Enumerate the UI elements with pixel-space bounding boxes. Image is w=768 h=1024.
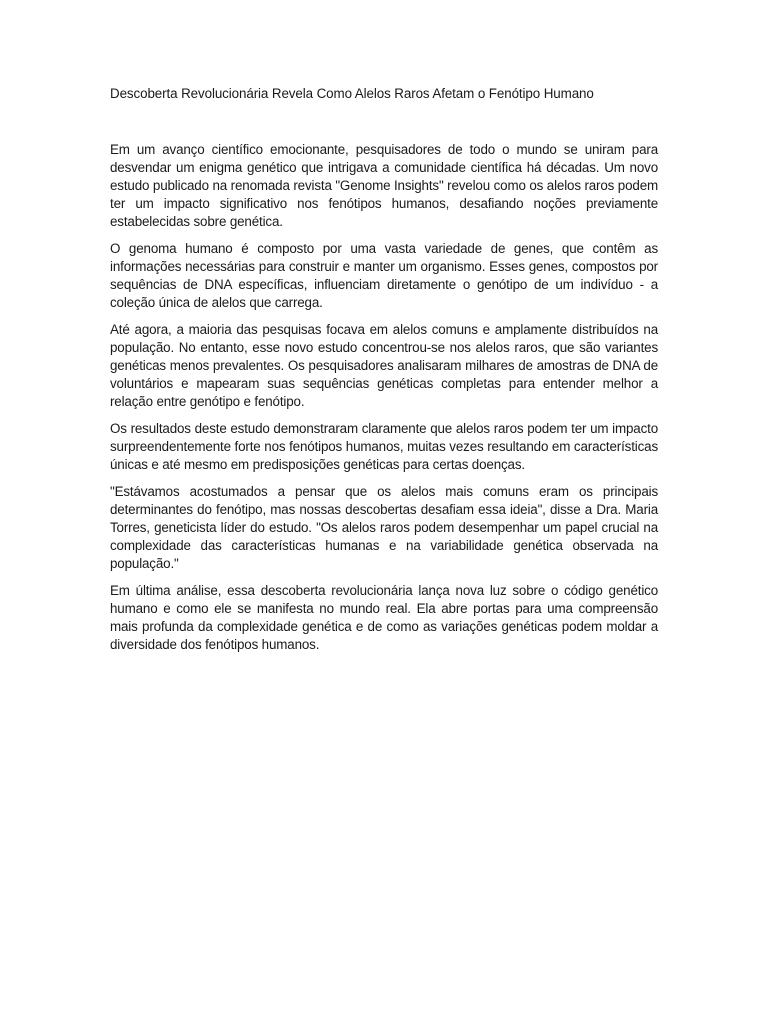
document-title: Descoberta Revolucionária Revela Como Alelos Raros Afetam o Fenótipo Humano xyxy=(110,86,594,101)
paragraph: Em última análise, essa descoberta revolucionária lança nova luz sobre o código genético humano e como ele se manifesta no mundo real. Ela abre portas para uma compreensão mais profunda da complexidade genética e de como as variações genéticas podem moldar a diversidade dos fenótipos humanos. xyxy=(110,583,658,652)
paragraph: Em um avanço científico emocionante, pesquisadores de todo o mundo se uniram para desvendar um enigma genético que intrigava a comunidade científica há décadas. Um novo estudo publicado na renomada revista "Genome Insights" revelou como os alelos raros podem ter um impacto significativo nos fenótipos humanos, desafiando noções previamente estabelecidas sobre genética. xyxy=(110,142,658,229)
paragraph: O genoma humano é composto por uma vasta variedade de genes, que contêm as informações necessárias para construir e manter um organismo. Esses genes, compostos por sequências de DNA específicas, influenciam diretamente o genótipo de um indivíduo - a coleção única de alelos que carrega. xyxy=(110,241,658,310)
paragraph: Até agora, a maioria das pesquisas focava em alelos comuns e amplamente distribuídos na população. No entanto, esse novo estudo concentrou-se nos alelos raros, que são variantes genéticas menos prevalentes. Os pesquisadores analisaram milhares de amostras de DNA de voluntários e mapearam suas sequências genéticas completas para entender melhor a relação entre genótipo e fenótipo. xyxy=(110,322,658,409)
document-body xyxy=(110,85,658,663)
paragraph: Os resultados deste estudo demonstraram claramente que alelos raros podem ter um impacto surpreendentemente forte nos fenótipos humanos, muitas vezes resultando em características únicas e até mesmo em predisposições genéticas para certas doenças. xyxy=(110,421,658,472)
paragraph: "Estávamos acostumados a pensar que os alelos mais comuns eram os principais determinantes do fenótipo, mas nossas descobertas desafiam essa ideia", disse a Dra. Maria Torres, geneticista líder do estudo. "Os alelos raros podem desempenhar um papel crucial na complexidade das características humanas e na variabilidade genética observada na população." xyxy=(110,484,658,571)
